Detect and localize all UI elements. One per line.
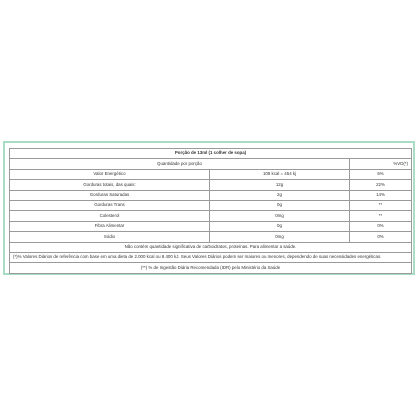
note-row	[10, 263, 412, 273]
nutrient-name: Sódio	[10, 232, 210, 242]
daily-value-header: %VD(*)	[350, 159, 412, 169]
table-title-row	[10, 149, 412, 159]
nutrient-name: Gorduras Trans	[10, 200, 210, 210]
nutrient-amount: 0g	[210, 221, 350, 231]
nutrient-vd: 0%	[350, 221, 412, 231]
nutrient-amount: 2g	[210, 190, 350, 200]
nutrient-name: Fibra Alimentar	[10, 221, 210, 231]
table-header-row	[10, 159, 412, 169]
nutrient-name: Gorduras Saturadas	[10, 190, 210, 200]
nutrient-name: Valor Energético	[10, 169, 210, 179]
nutrient-vd: 14%	[350, 190, 412, 200]
nutrient-name: Colesterol	[10, 211, 210, 221]
table-row	[10, 200, 412, 210]
table-row	[10, 169, 412, 179]
nutrient-vd: 22%	[350, 180, 412, 190]
table-row	[10, 190, 412, 200]
nutrition-facts-panel	[3, 141, 415, 275]
nutrient-amount: 0mg	[210, 211, 350, 221]
note-row	[10, 252, 412, 262]
table-row	[10, 211, 412, 221]
note-row	[10, 242, 412, 252]
nutrient-amount: 108 kcal = 454 kj	[210, 169, 350, 179]
table-row	[10, 221, 412, 231]
nutrient-name: Gorduras totais, das quais:	[10, 180, 210, 190]
nutrition-table	[9, 148, 412, 274]
nutrient-amount: 12g	[210, 180, 350, 190]
nutrient-amount: 0g	[210, 200, 350, 210]
insignificant-note: Não contém quantidade significativa de carboidratos, proteínas. Para alimentar a saúde.	[10, 242, 412, 252]
nutrient-vd: 5%	[350, 169, 412, 179]
daily-values-footnote: (*)% Valores Diários de referência com base em uma dieta de 2.000 kcal ou 8.400 kJ. Seus Valores Diários podem ser maiores ou menores, dependendo de suas necessidades energéticas.	[10, 252, 412, 262]
quantity-per-serving-header: Quantidade por porção	[10, 159, 350, 169]
nutrient-vd: **	[350, 211, 412, 221]
nutrient-vd: **	[350, 200, 412, 210]
table-row	[10, 232, 412, 242]
table-row	[10, 180, 412, 190]
serving-size-title: Porção de 13ml (1 colher de sopa)	[10, 149, 412, 159]
nutrient-amount: 0mg	[210, 232, 350, 242]
idr-footnote: (**) % de Ingestão Diária Recomendada (IDR) pelo Ministério da Saúde	[10, 263, 412, 273]
nutrient-vd: 0%	[350, 232, 412, 242]
